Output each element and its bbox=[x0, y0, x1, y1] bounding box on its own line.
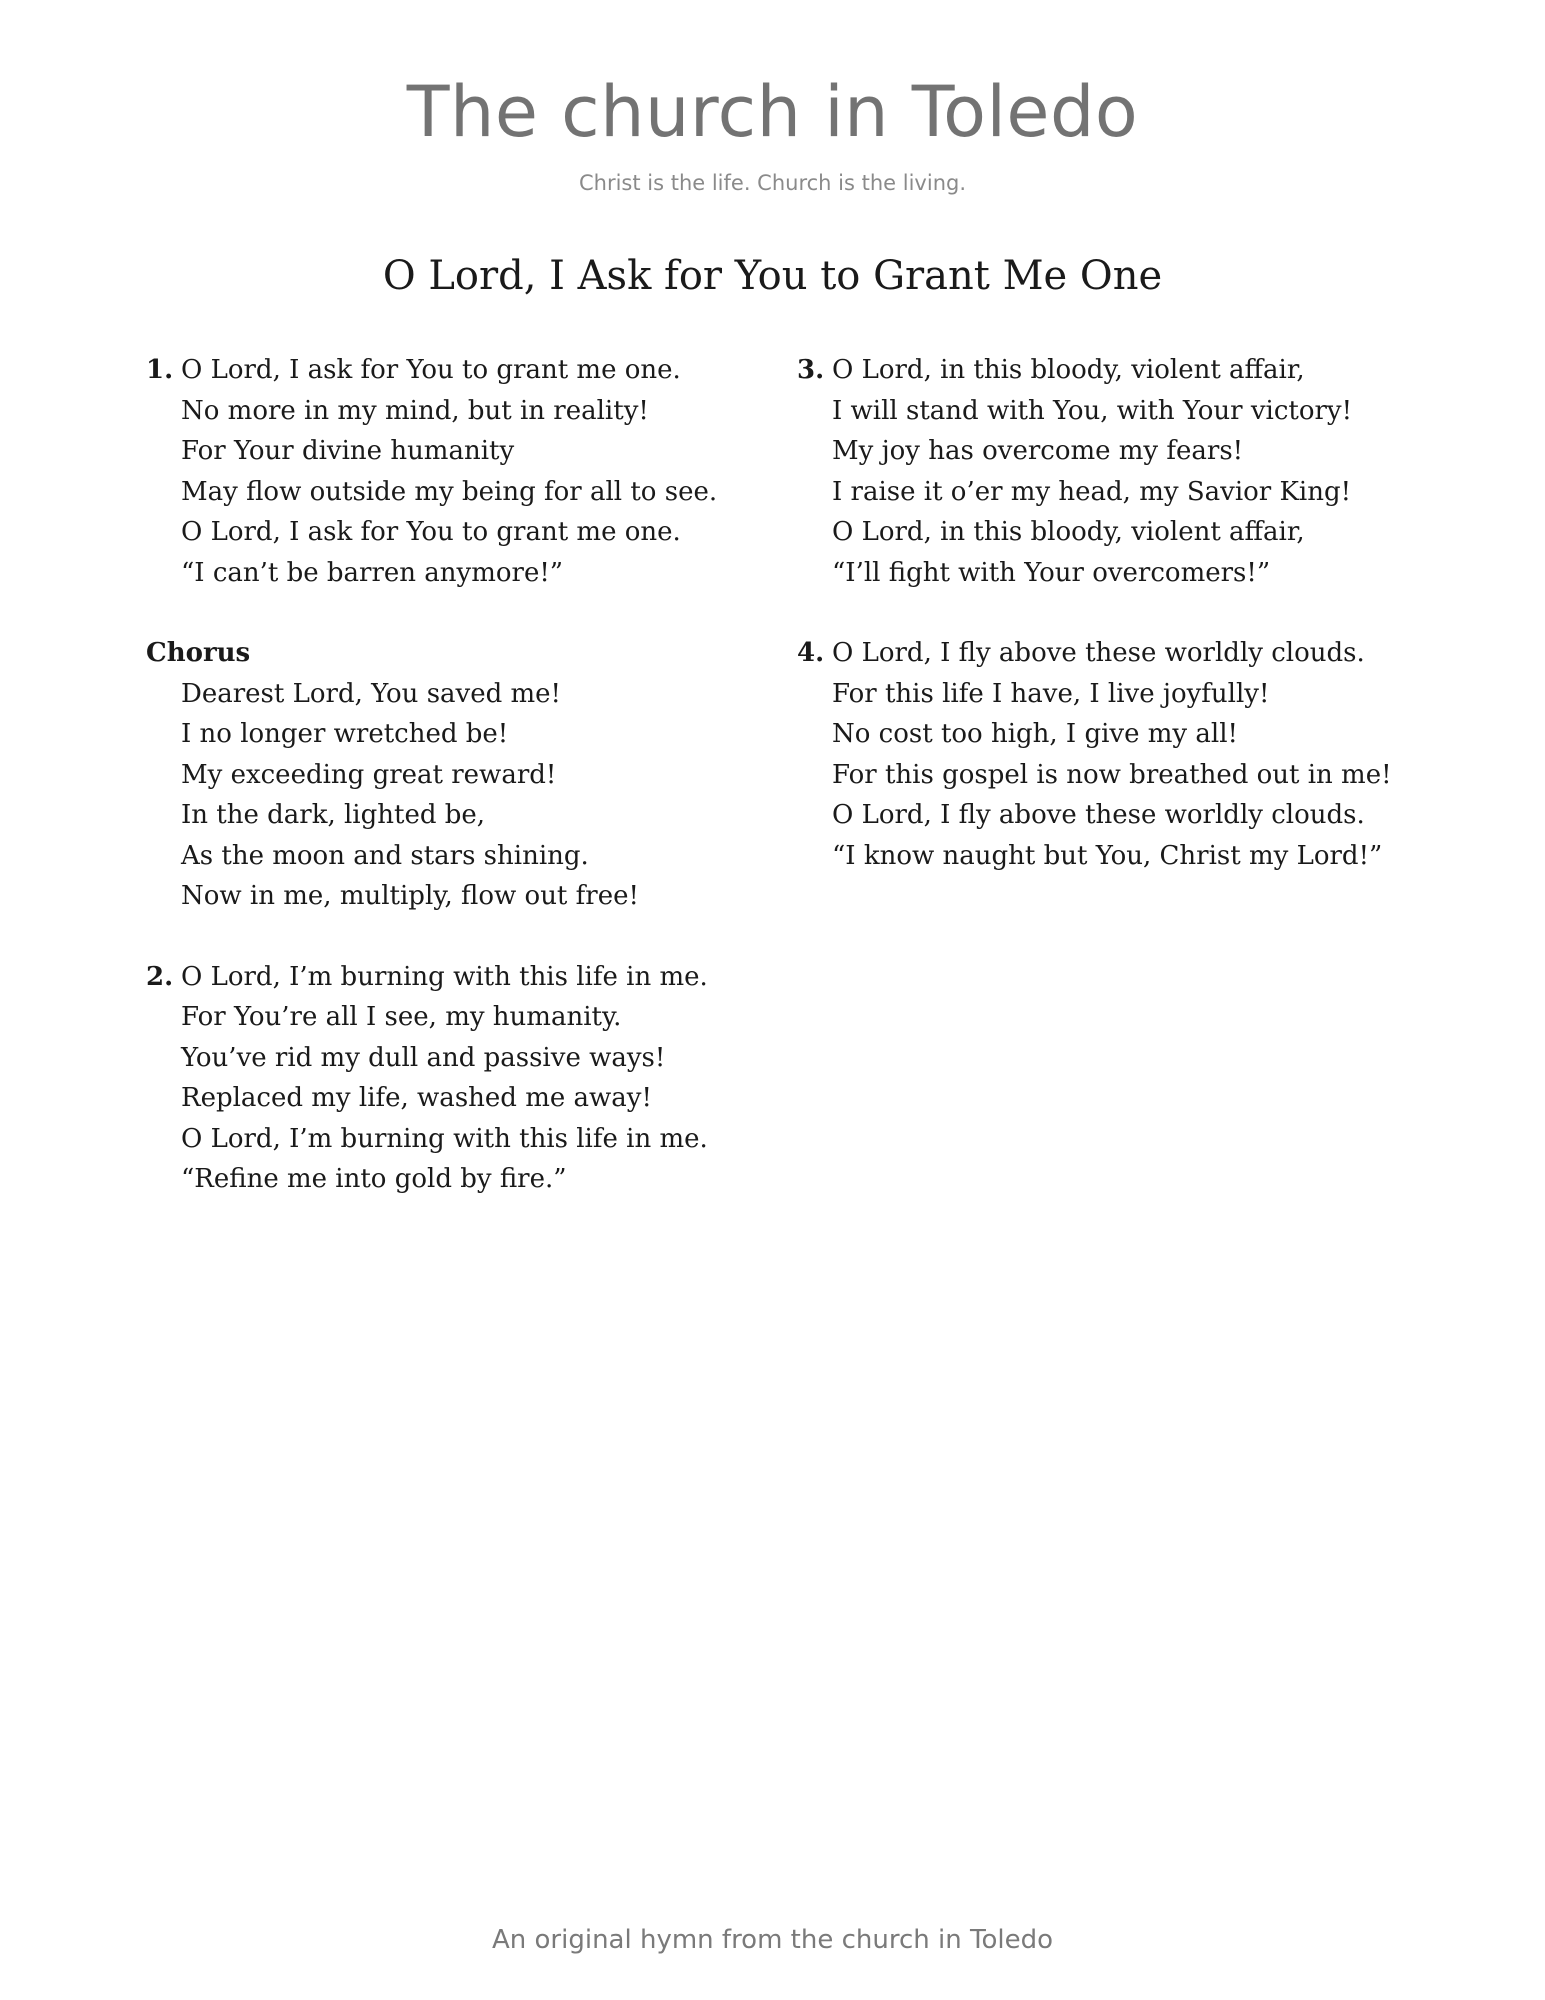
verse-line: Replaced my life, washed me away! bbox=[181, 1083, 652, 1113]
verse-line: You’ve rid my dull and passive ways! bbox=[181, 1042, 666, 1073]
page-footer: An original hymn from the church in Toledo bbox=[492, 1925, 1053, 1955]
verse-4 bbox=[797, 633, 1457, 876]
verse-line: For You’re all I see, my humanity. bbox=[181, 1002, 622, 1032]
verse-3 bbox=[797, 350, 1457, 593]
lyrics-column-left bbox=[146, 350, 786, 1240]
site-title: The church in Toledo bbox=[406, 71, 1139, 153]
verse-line: I will stand with You, with Your victory! bbox=[832, 395, 1353, 426]
verse-line: 1. O Lord, I ask for You to grant me one. bbox=[146, 350, 786, 391]
chorus-line: My exceeding great reward! bbox=[181, 759, 557, 790]
verse-line: O Lord, I fly above these worldly clouds. bbox=[832, 800, 1365, 830]
chorus-label: Chorus bbox=[146, 638, 251, 668]
verse-line: 2. O Lord, I’m burning with this life in me. bbox=[146, 957, 786, 998]
verse-number: 2. bbox=[146, 961, 174, 992]
site-tagline: Christ is the life. Church is the living. bbox=[578, 171, 967, 195]
verse-line: May flow outside my being for all to see. bbox=[181, 476, 718, 507]
chorus-line: In the dark, lighted be, bbox=[181, 800, 486, 830]
chorus-line: I no longer wretched be! bbox=[181, 719, 509, 749]
verse-line: 4. O Lord, I fly above these worldly clouds. bbox=[797, 633, 1457, 674]
verse-line: For this life I have, I live joyfully! bbox=[832, 678, 1270, 709]
verse-line: O Lord, I’m burning with this life in me. bbox=[181, 1123, 708, 1154]
verse-number: 1. bbox=[146, 355, 174, 385]
chorus-line: Dearest Lord, You saved me! bbox=[181, 678, 562, 709]
verse-line: I raise it o’er my head, my Savior King! bbox=[832, 476, 1352, 507]
chorus-line: Now in me, multiply, flow out free! bbox=[181, 881, 639, 911]
chorus bbox=[146, 633, 786, 917]
verse-1 bbox=[146, 350, 786, 593]
lyrics-column-right bbox=[797, 350, 1457, 916]
verse-line: “I can’t be barren anymore!” bbox=[181, 557, 564, 588]
verse-line: “Refine me into gold by fire.” bbox=[181, 1164, 567, 1194]
verse-line: “I’ll fight with Your overcomers!” bbox=[832, 557, 1271, 588]
verse-number: 3. bbox=[797, 355, 825, 385]
verse-line: O Lord, I ask for You to grant me one. bbox=[181, 517, 681, 547]
page-header bbox=[0, 62, 1545, 198]
verse-line: My joy has overcome my fears! bbox=[832, 436, 1244, 466]
chorus-line: As the moon and stars shining. bbox=[181, 840, 589, 871]
verse-2 bbox=[146, 957, 786, 1200]
verse-line: 3. O Lord, in this bloody, violent affair, bbox=[797, 350, 1457, 391]
hymn-title: O Lord, I Ask for You to Grant Me One bbox=[382, 253, 1163, 299]
verse-line: “I know naught but You, Christ my Lord!” bbox=[832, 840, 1383, 871]
verse-number: 4. bbox=[797, 638, 825, 668]
verse-line: For this gospel is now breathed out in me! bbox=[832, 759, 1392, 790]
verse-line: No cost too high, I give my all! bbox=[832, 719, 1238, 749]
verse-line: No more in my mind, but in reality! bbox=[181, 395, 649, 426]
verse-line: For Your divine humanity bbox=[181, 436, 515, 466]
verse-line: O Lord, in this bloody, violent affair, bbox=[832, 517, 1305, 547]
